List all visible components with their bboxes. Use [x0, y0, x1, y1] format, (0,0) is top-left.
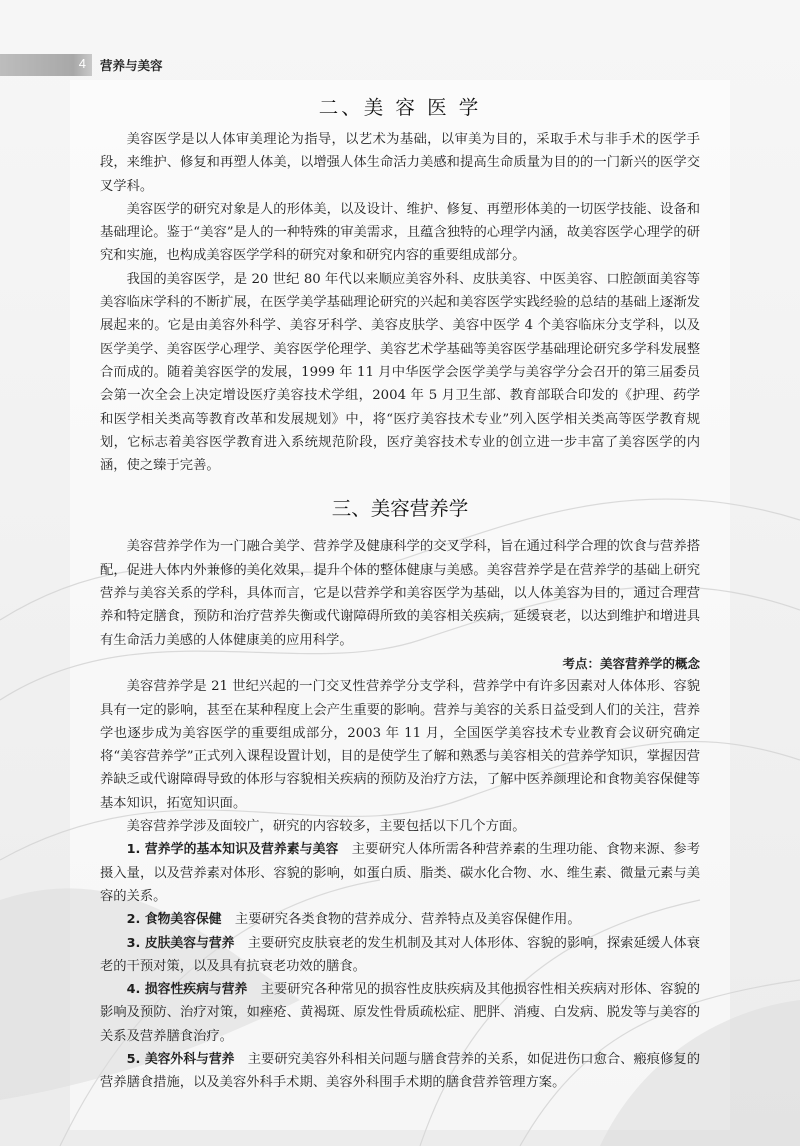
list-item-term: 5. 美容外科与营养	[126, 1051, 235, 1067]
paragraph: 美容营养学作为一门融合美学、营养学及健康科学的交叉学科，旨在通过科学合理的饮食与营养搭配，促进人体内外兼修的美化效果，提升个体的整体健康与美感。美容营养学是在营养学的基础上研究营养与美容关系的学科，具体而言，它是以营养学和美容医学为基础，以人体美容为目的，通过合理营养和特定膳食，预防和治疗营养失衡或代谢障碍所致的美容相关疾病，延缓衰老，以达到维护和增进具有生命活力美感的人体健康美的应用科学。	[100, 539, 700, 648]
paragraph: 美容医学是以人体审美理论为指导，以艺术为基础，以审美为目的，采取手术与非手术的医学手段，来维护、修复和再塑人体美，以增强人体生命活力美感和提高生命质量为目的的一门新兴的医学交叉学科。	[100, 132, 700, 194]
paragraph: 美容医学的研究对象是人的形体美，以及设计、维护、修复、再塑形体美的一切医学技能、设备和基础理论。鉴于“美容”是人的一种特殊的审美需求，且蕴含独特的心理学内涵，故美容医学心理学的研究和实施，也构成美容医学学科的研究对象和研究内容的重要组成部分。	[100, 201, 700, 264]
paragraph: 美容营养学涉及面较广，研究的内容较多，主要包括以下几个方面。	[126, 819, 526, 835]
running-title: 营养与美容	[100, 58, 163, 73]
list-item-text: 主要研究各种常见的损容性皮肤疾病及其他损容性相关疾病对形体、容貌的影响及预防、治疗对策，如痤疮、黄褐斑、原发性骨质疏松症、肥胖、消瘦、白发病、脱发等与美容的关系及营养膳食治疗。	[100, 982, 700, 1044]
list-item	[100, 908, 700, 931]
paragraph: 我国的美容医学，是 20 世纪 80 年代以来顺应美容外科、皮肤美容、中医美容、口腔颌面美容等美容临床学科的不断扩展，在医学美学基础理论研究的兴起和美容医学实践经验的总结的基础上逐渐发展起来的。它是由美容外科学、美容牙科学、美容皮肤学、美容中医学 4 个美容临床分支学科，以及医学美学、美容医学心理学、美容医学伦理学、美容艺术学基础等美容医学基础理论研究多学科发展整合而成的。随着美容医学的发展，1999 年 11 月中华医学会医学美学与美容学分会召开的第三届委员会第一次全会上决定增设医疗美容技术学组，2004 年 5 月卫生部、教育部联合印发的《护理、药学和医学相关类高等教育改革和发展规划》中，将“医疗美容技术专业”列入医学相关类高等医学教育规划，它标志着美容医学教育进入系统规范阶段，医疗美容技术专业的创立进一步丰富了美容医学的内涵，使之臻于完善。	[100, 271, 700, 474]
list-item	[100, 932, 700, 979]
list-item-term: 1. 营养学的基本知识及营养素与美容	[126, 842, 339, 858]
list-item	[100, 1048, 700, 1095]
running-header	[0, 54, 800, 76]
page-body	[100, 88, 700, 1095]
list-item-term: 4. 损容性疾病与营养	[126, 982, 248, 998]
list-item-term: 2. 食物美容保健	[126, 912, 222, 928]
list-item	[100, 978, 700, 1048]
list-item	[100, 838, 700, 908]
list-item-text: 主要研究皮肤衰老的发生机制及其对人体形体、容貌的影响，探索延缓人体衰老的干预对策，以及具有抗衰老功效的膳食。	[100, 935, 700, 974]
list-item-term: 3. 皮肤美容与营养	[126, 935, 235, 951]
section-heading-meirong-yingyangxue: 三、美容营养学	[331, 497, 469, 521]
exam-point-note: 考点：美容营养学的概念	[562, 655, 700, 671]
list-item-text: 主要研究美容外科相关问题与膳食营养的关系，如促进伤口愈合、瘢痕修复的营养膳食措施，以及美容外科手术期、美容外科围手术期的膳食营养管理方案。	[100, 1051, 700, 1091]
list-item-text: 主要研究人体所需各种营养素的生理功能、食物来源、参考摄入量，以及营养素对体形、容貌的影响，如蛋白质、脂类、碳水化合物、水、维生素、微量元素与美容的关系。	[100, 842, 700, 904]
paragraph: 美容营养学是 21 世纪兴起的一门交叉性营养学分支学科，营养学中有许多因素对人体体形、容貌具有一定的影响，甚至在某种程度上会产生重要的影响。营养与美容的关系日益受到人们的关注，营养学也逐步成为美容医学的重要组成部分，2003 年 11 月，全国医学美容技术专业教育会议研究确定将“美容营养学”正式列入课程设置计划，目的是使学生了解和熟悉与美容相关的营养学知识，掌握因营养缺乏或代谢障碍导致的体形与容貌相关疾病的预防及治疗方法，了解中医养颜理论和食物美容保健等基本知识，拓宽知识面。	[100, 679, 700, 811]
section-heading-meirong-yixue: 二、美 容 医 学	[318, 96, 482, 119]
list-item-text: 主要研究各类食物的营养成分、营养特点及美容保健作用。	[221, 912, 581, 928]
page-number: 4	[78, 56, 86, 71]
